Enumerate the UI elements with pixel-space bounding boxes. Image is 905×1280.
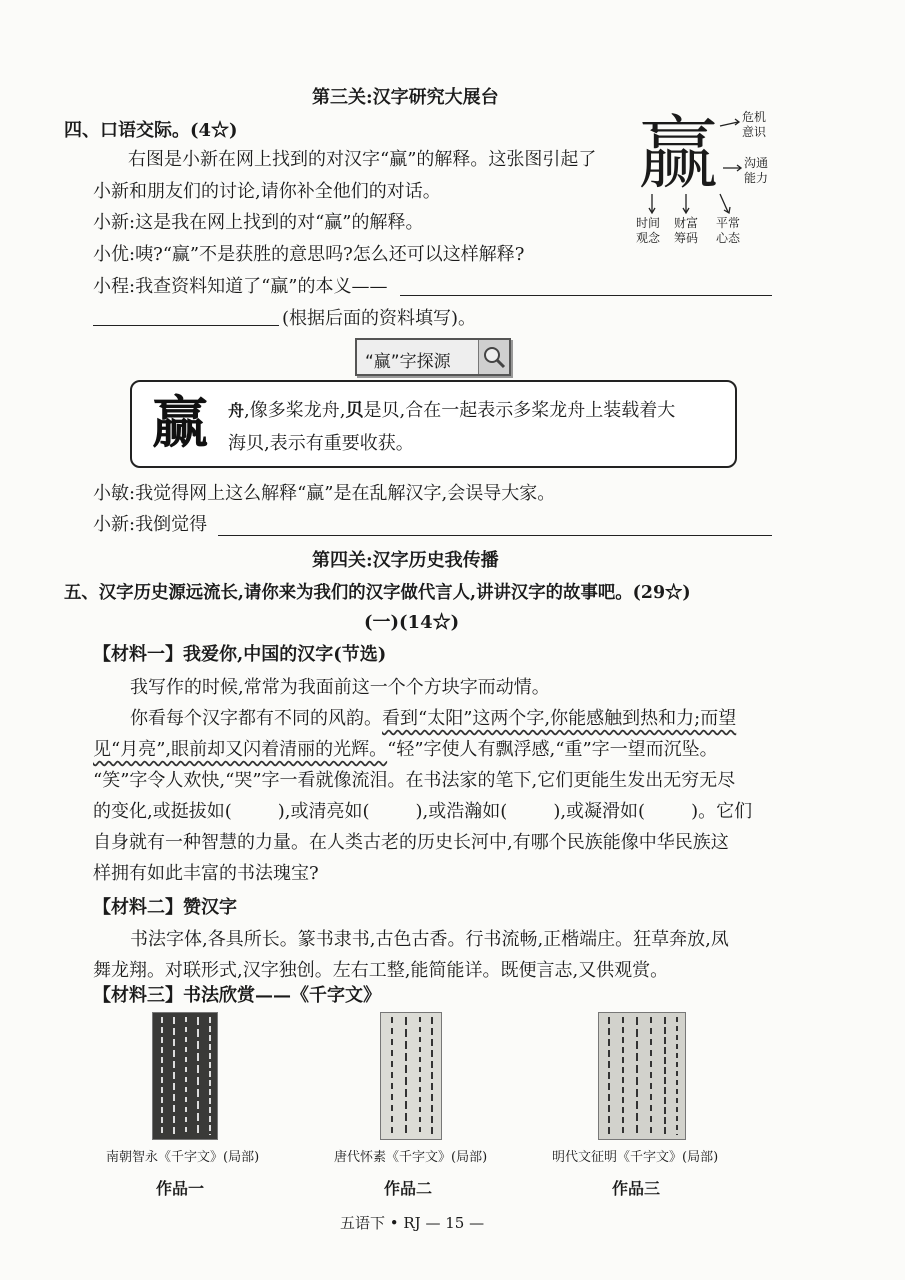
- q4-line2: 小新和朋友们的讨论,请你补全他们的对话。: [93, 181, 441, 202]
- origin-text-line2: 海贝,表示有重要收获。: [228, 433, 414, 454]
- calligraphy-image-1: [152, 1012, 218, 1140]
- answer-blank-2[interactable]: [93, 325, 279, 326]
- origin-box: [130, 380, 737, 468]
- q4-line7: 小敏:我觉得网上这么解释“赢”是在乱解汉字,会误导大家。: [93, 483, 556, 504]
- label-attitude: 平常 心态: [716, 216, 741, 245]
- ying-big-char: 赢: [638, 107, 718, 200]
- q5-heading: 五、汉字历史源远流长,请你来为我们的汉字做代言人,讲讲汉字的故事吧。(29☆): [64, 583, 691, 603]
- material1-p1: 我写作的时候,常常为我面前这一个个方块字而动情。: [130, 677, 550, 698]
- material1-p5: 的变化,或挺拔如( ),或清亮如( ),或浩瀚如( ),或凝滑如( )。它们: [93, 801, 753, 822]
- material2-p1: 书法字体,各具所长。篆书隶书,古色古香。行书流畅,正楷端庄。狂草奔放,凤: [130, 929, 729, 950]
- answer-blank-3[interactable]: [218, 535, 772, 536]
- material1-title: 【材料一】我爱你,中国的汉字(节选): [93, 644, 387, 665]
- q4-line3: 小新:这是我在网上找到的对“赢”的解释。: [93, 212, 424, 233]
- work2-caption: 唐代怀素《千字文》(局部): [334, 1150, 488, 1165]
- ying-diagram: [628, 108, 788, 256]
- material1-p3: 见“月亮”,眼前却又闪着清丽的光辉。“轻”字使人有飘浮感,“重”字一望而沉坠。: [93, 739, 718, 760]
- label-crisis: 危机 意识: [742, 110, 767, 139]
- work1-label: 作品一: [156, 1179, 205, 1198]
- calligraphy-image-2: [380, 1012, 442, 1140]
- oracle-boat-glyph: 舟: [228, 401, 245, 420]
- label-wealth: 财富 筹码: [674, 216, 699, 245]
- origin-tag: [355, 338, 511, 376]
- page-footer: 五语下 • RJ — 15 —: [340, 1214, 485, 1232]
- calligraphy-image-3: [598, 1012, 686, 1140]
- q4-line1: 右图是小新在网上找到的对汉字“赢”的解释。这张图引起了: [128, 149, 597, 170]
- ancient-char-image: 赢: [152, 390, 208, 456]
- label-communication: 沟通 能力: [744, 156, 769, 185]
- oracle-shell-glyph: 贝: [345, 400, 364, 421]
- material2-title: 【材料二】赞汉字: [93, 897, 237, 918]
- material1-p6: 自身就有一种智慧的力量。在人类古老的历史长河中,有哪个民族能像中华民族这: [93, 832, 729, 853]
- work3-caption: 明代文征明《千字文》(局部): [552, 1150, 719, 1165]
- magnifier-icon: [478, 340, 509, 374]
- section4-title: 第四关:汉字历史我传播: [312, 550, 499, 571]
- origin-text-line1: 舟,像多桨龙舟,贝是贝,合在一起表示多桨龙舟上装载着大: [228, 400, 676, 421]
- material3-title: 【材料三】书法欣赏——《千字文》: [93, 985, 381, 1006]
- work1-caption: 南朝智永《千字文》(局部): [106, 1150, 260, 1165]
- q4-heading: 四、口语交际。(4☆): [64, 120, 238, 141]
- material1-p2: 你看每个汉字都有不同的风韵。看到“太阳”这两个字,你能感触到热和力;而望: [130, 708, 737, 729]
- q4-line5: 小程:我查资料知道了“赢”的本义——: [93, 276, 388, 297]
- q4-line6: (根据后面的资料填写)。: [282, 308, 477, 329]
- material2-p2: 舞龙翔。对联形式,汉字独创。左右工整,能简能详。既便言志,又供观赏。: [93, 960, 669, 981]
- work2-label: 作品二: [384, 1179, 433, 1198]
- material1-p7: 样拥有如此丰富的书法瑰宝?: [93, 863, 319, 884]
- work3-label: 作品三: [612, 1179, 661, 1198]
- answer-blank-1[interactable]: [400, 295, 772, 296]
- q4-line4: 小优:咦?“赢”不是获胜的意思吗?怎么还可以这样解释?: [93, 244, 525, 265]
- label-time: 时间 观念: [636, 216, 661, 245]
- origin-tag-label: “赢”字探源: [365, 352, 451, 372]
- section3-title: 第三关:汉字研究大展台: [312, 87, 499, 108]
- q5-sub: (一)(14☆): [364, 612, 460, 633]
- q4-line8: 小新:我倒觉得: [93, 514, 208, 535]
- material1-p4: “笑”字令人欢快,“哭”字一看就像流泪。在书法家的笔下,它们更能生发出无穷无尽: [93, 770, 736, 791]
